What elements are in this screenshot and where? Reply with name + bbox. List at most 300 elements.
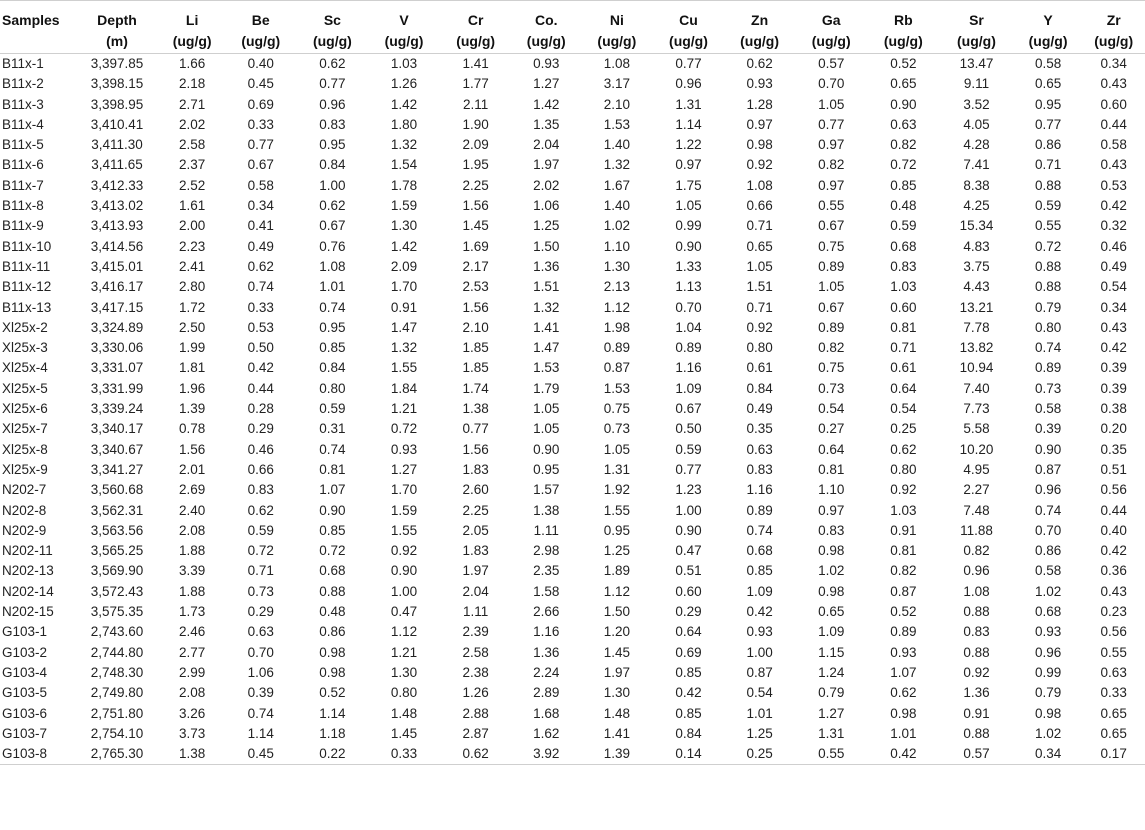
value-cell: 0.63 <box>247 624 274 640</box>
column-unit: (ug/g) <box>811 33 851 49</box>
value-cell: 1.08 <box>963 583 990 599</box>
value-cell: 1.32 <box>390 340 418 356</box>
value-cell: 1.57 <box>533 482 560 498</box>
value-cell: 1.25 <box>603 543 630 559</box>
value-cell: 1.50 <box>603 604 630 620</box>
value-cell: 0.56 <box>1100 624 1127 640</box>
value-cell: 3.17 <box>603 76 630 92</box>
value-cell: 0.33 <box>247 116 274 132</box>
value-cell: 0.72 <box>247 543 274 559</box>
value-cell: 3,414.56 <box>90 238 144 254</box>
column-header <box>795 1 868 54</box>
value-cell: 2.02 <box>179 116 206 132</box>
table-row <box>0 338 1145 358</box>
value-cell: 0.57 <box>818 56 845 71</box>
sample-cell: G103-2 <box>2 644 48 660</box>
table-row <box>0 663 1145 683</box>
table-row <box>0 419 1145 439</box>
value-cell: 0.80 <box>319 380 346 396</box>
sample-cell: N202-7 <box>2 482 47 498</box>
value-cell: 0.74 <box>247 705 274 721</box>
value-cell: 1.01 <box>746 705 773 721</box>
value-cell: 1.25 <box>746 725 773 741</box>
value-cell: 0.97 <box>818 137 845 153</box>
value-cell: 0.55 <box>1100 644 1127 660</box>
table-row <box>0 54 1145 75</box>
value-cell: 0.74 <box>319 299 346 315</box>
value-cell: 0.81 <box>319 461 346 477</box>
value-cell: 1.33 <box>675 258 702 274</box>
value-cell: 1.27 <box>533 76 560 92</box>
value-cell: 3,398.95 <box>90 96 144 112</box>
value-cell: 0.50 <box>675 421 702 437</box>
value-cell: 0.75 <box>818 360 845 376</box>
value-cell: 0.73 <box>247 583 274 599</box>
column-header <box>868 1 940 54</box>
value-cell: 0.97 <box>818 502 845 518</box>
value-cell: 2.46 <box>179 624 206 640</box>
value-cell: 0.67 <box>319 218 346 234</box>
value-cell: 3,411.65 <box>91 157 143 173</box>
value-cell: 3,340.17 <box>90 421 144 437</box>
value-cell: 2.05 <box>462 522 489 538</box>
value-cell: 13.21 <box>959 299 994 315</box>
value-cell: 0.82 <box>963 543 990 559</box>
table-row <box>0 602 1145 622</box>
value-cell: 1.78 <box>390 177 418 193</box>
value-cell: 4.83 <box>963 238 990 254</box>
value-cell: 1.08 <box>746 177 773 193</box>
value-cell: 0.83 <box>319 116 346 132</box>
value-cell: 2.60 <box>462 482 489 498</box>
value-cell: 0.88 <box>963 604 990 620</box>
value-cell: 0.87 <box>890 583 917 599</box>
value-cell: 1.38 <box>462 401 489 417</box>
value-cell: 0.93 <box>746 76 773 92</box>
value-cell: 0.59 <box>319 401 346 417</box>
value-cell: 0.71 <box>746 299 773 315</box>
column-header <box>159 1 225 54</box>
value-cell: 0.81 <box>890 543 917 559</box>
table-row <box>0 379 1145 399</box>
value-cell: 1.51 <box>746 279 773 295</box>
value-cell: 0.80 <box>1034 319 1062 335</box>
value-cell: 1.41 <box>533 319 560 335</box>
value-cell: 1.21 <box>390 401 418 417</box>
table-row <box>0 216 1145 236</box>
value-cell: 1.10 <box>818 482 845 498</box>
value-cell: 1.25 <box>533 218 560 234</box>
value-cell: 1.88 <box>179 543 206 559</box>
value-cell: 0.85 <box>746 563 773 579</box>
value-cell: 0.69 <box>247 96 274 112</box>
value-cell: 0.58 <box>247 177 274 193</box>
column-name: Zr <box>1106 12 1121 28</box>
value-cell: 1.02 <box>818 563 845 579</box>
value-cell: 0.85 <box>319 522 346 538</box>
value-cell: 0.66 <box>746 198 773 214</box>
value-cell: 0.61 <box>746 360 773 376</box>
value-cell: 1.70 <box>390 482 418 498</box>
value-cell: 9.11 <box>963 76 990 92</box>
value-cell: 3.52 <box>963 96 990 112</box>
value-cell: 1.51 <box>533 279 560 295</box>
value-cell: 0.47 <box>675 543 702 559</box>
value-cell: 1.72 <box>179 299 206 315</box>
value-cell: 0.98 <box>818 583 845 599</box>
value-cell: 1.35 <box>533 116 560 132</box>
sample-cell: N202-13 <box>2 563 54 579</box>
value-cell: 1.96 <box>179 380 206 396</box>
value-cell: 1.83 <box>462 461 489 477</box>
value-cell: 2,751.80 <box>90 705 144 721</box>
value-cell: 0.85 <box>890 177 917 193</box>
value-cell: 2.53 <box>462 279 489 295</box>
value-cell: 0.82 <box>890 563 917 579</box>
value-cell: 1.50 <box>533 238 560 254</box>
value-cell: 1.21 <box>390 644 418 660</box>
value-cell: 1.01 <box>890 725 917 741</box>
value-cell: 0.58 <box>1034 56 1062 71</box>
value-cell: 1.97 <box>462 563 489 579</box>
value-cell: 1.05 <box>746 258 773 274</box>
column-name: Zn <box>751 12 769 28</box>
value-cell: 1.20 <box>603 624 630 640</box>
value-cell: 1.06 <box>247 664 274 680</box>
value-cell: 0.95 <box>1034 96 1062 112</box>
value-cell: 0.31 <box>319 421 346 437</box>
value-cell: 0.43 <box>1100 76 1127 92</box>
value-cell: 0.70 <box>675 299 702 315</box>
value-cell: 1.45 <box>390 725 418 741</box>
value-cell: 1.00 <box>675 502 702 518</box>
value-cell: 0.90 <box>533 441 560 457</box>
value-cell: 0.74 <box>247 279 274 295</box>
value-cell: 0.75 <box>603 401 630 417</box>
value-cell: 0.71 <box>247 563 274 579</box>
value-cell: 1.16 <box>746 482 773 498</box>
value-cell: 1.09 <box>675 380 702 396</box>
value-cell: 5.58 <box>963 421 990 437</box>
value-cell: 3,560.68 <box>90 482 144 498</box>
value-cell: 1.12 <box>603 299 630 315</box>
sample-cell: B11x-9 <box>2 218 44 234</box>
value-cell: 0.67 <box>818 299 845 315</box>
value-cell: 0.41 <box>247 218 274 234</box>
value-cell: 1.28 <box>746 96 773 112</box>
value-cell: 0.49 <box>247 238 274 254</box>
table-row <box>0 643 1145 663</box>
value-cell: 15.34 <box>959 218 994 234</box>
value-cell: 1.22 <box>675 137 702 153</box>
value-cell: 0.96 <box>1034 482 1062 498</box>
value-cell: 3,331.07 <box>90 360 144 376</box>
value-cell: 1.26 <box>462 685 489 701</box>
value-cell: 2.25 <box>462 502 489 518</box>
value-cell: 1.79 <box>533 380 560 396</box>
value-cell: 2,749.80 <box>90 685 144 701</box>
value-cell: 3,565.25 <box>90 543 144 559</box>
value-cell: 1.16 <box>533 624 560 640</box>
value-cell: 2.08 <box>179 685 206 701</box>
value-cell: 7.40 <box>963 380 990 396</box>
value-cell: 0.79 <box>818 685 845 701</box>
value-cell: 0.55 <box>1034 218 1062 234</box>
value-cell: 0.65 <box>818 604 845 620</box>
column-name: Samples <box>2 12 60 28</box>
value-cell: 2.23 <box>179 238 206 254</box>
value-cell: 1.31 <box>818 725 845 741</box>
value-cell: 1.38 <box>179 746 206 762</box>
column-header <box>75 1 160 54</box>
value-cell: 1.61 <box>179 198 206 214</box>
column-unit: (ug/g) <box>456 33 496 49</box>
value-cell: 2.98 <box>533 543 560 559</box>
value-cell: 0.83 <box>746 461 773 477</box>
value-cell: 2.50 <box>179 319 206 335</box>
value-cell: 0.39 <box>1034 421 1062 437</box>
value-cell: 2.04 <box>462 583 489 599</box>
value-cell: 1.90 <box>462 116 489 132</box>
value-cell: 0.71 <box>890 340 917 356</box>
value-cell: 0.56 <box>1100 482 1127 498</box>
sample-cell: B11x-3 <box>2 96 44 112</box>
value-cell: 3,563.56 <box>90 522 144 538</box>
value-cell: 2.00 <box>179 218 206 234</box>
value-cell: 0.54 <box>1100 279 1127 295</box>
value-cell: 2.10 <box>603 96 630 112</box>
value-cell: 0.95 <box>533 461 560 477</box>
value-cell: 0.73 <box>603 421 630 437</box>
value-cell: 10.20 <box>959 441 994 457</box>
value-cell: 0.71 <box>746 218 773 234</box>
column-unit: (ug/g) <box>597 33 637 49</box>
sample-cell: G103-8 <box>2 746 48 762</box>
table-row <box>0 155 1145 175</box>
column-header <box>1014 1 1083 54</box>
value-cell: 0.51 <box>675 563 702 579</box>
value-cell: 0.46 <box>1100 238 1127 254</box>
sample-cell: Xl25x-8 <box>2 441 48 457</box>
value-cell: 0.82 <box>818 340 845 356</box>
value-cell: 0.89 <box>746 502 773 518</box>
value-cell: 1.98 <box>603 319 630 335</box>
value-cell: 0.58 <box>1034 401 1062 417</box>
sample-cell: Xl25x-6 <box>2 401 48 417</box>
value-cell: 1.40 <box>603 137 630 153</box>
value-cell: 1.58 <box>533 583 560 599</box>
sample-cell: Xl25x-3 <box>2 340 48 356</box>
value-cell: 3,415.01 <box>90 258 144 274</box>
value-cell: 0.60 <box>675 583 702 599</box>
value-cell: 1.92 <box>603 482 630 498</box>
value-cell: 0.99 <box>1034 664 1062 680</box>
value-cell: 1.30 <box>390 218 418 234</box>
value-cell: 10.94 <box>959 360 994 376</box>
sample-cell: B11x-12 <box>2 279 52 295</box>
value-cell: 0.98 <box>1034 705 1062 721</box>
value-cell: 0.82 <box>818 157 845 173</box>
value-cell: 3,339.24 <box>90 401 144 417</box>
sample-cell: G103-6 <box>2 705 48 721</box>
value-cell: 1.95 <box>462 157 489 173</box>
value-cell: 1.74 <box>462 380 489 396</box>
value-cell: 0.87 <box>603 360 630 376</box>
column-header <box>653 1 725 54</box>
table-row <box>0 298 1145 318</box>
column-header <box>0 1 75 54</box>
value-cell: 0.34 <box>247 198 274 214</box>
value-cell: 0.86 <box>319 624 346 640</box>
column-unit: (ug/g) <box>384 33 424 49</box>
table-row <box>0 541 1145 561</box>
value-cell: 1.09 <box>818 624 845 640</box>
value-cell: 1.66 <box>179 56 206 71</box>
value-cell: 1.56 <box>462 198 489 214</box>
value-cell: 0.96 <box>675 76 702 92</box>
value-cell: 0.35 <box>1100 441 1127 457</box>
value-cell: 0.62 <box>247 258 274 274</box>
value-cell: 1.56 <box>462 299 489 315</box>
value-cell: 0.88 <box>1034 177 1062 193</box>
column-name: Ga <box>821 12 841 28</box>
value-cell: 0.60 <box>1100 96 1127 112</box>
value-cell: 3,410.41 <box>90 116 144 132</box>
value-cell: 0.42 <box>1100 543 1127 559</box>
sample-cell: Xl25x-7 <box>2 421 48 437</box>
value-cell: 0.53 <box>247 319 274 335</box>
value-cell: 0.89 <box>818 319 845 335</box>
value-cell: 0.33 <box>1100 685 1127 701</box>
value-cell: 0.38 <box>1100 401 1127 417</box>
value-cell: 0.70 <box>247 644 274 660</box>
value-cell: 0.90 <box>319 502 346 518</box>
value-cell: 1.40 <box>603 198 630 214</box>
value-cell: 2.11 <box>462 96 489 112</box>
column-name: Sc <box>323 12 341 28</box>
value-cell: 0.77 <box>247 137 274 153</box>
table-row <box>0 115 1145 135</box>
sample-cell: Xl25x-2 <box>2 319 48 335</box>
table-row <box>0 318 1145 338</box>
value-cell: 0.62 <box>746 56 773 71</box>
value-cell: 1.30 <box>390 664 418 680</box>
value-cell: 0.80 <box>746 340 773 356</box>
column-name: Sr <box>969 12 984 28</box>
value-cell: 1.30 <box>603 258 630 274</box>
value-cell: 0.83 <box>247 482 274 498</box>
value-cell: 2.99 <box>179 664 206 680</box>
sample-cell: B11x-1 <box>2 56 44 71</box>
value-cell: 1.05 <box>533 421 560 437</box>
value-cell: 1.31 <box>675 96 702 112</box>
value-cell: 0.82 <box>890 137 917 153</box>
value-cell: 7.73 <box>963 401 990 417</box>
value-cell: 2.87 <box>462 725 489 741</box>
value-cell: 13.82 <box>959 340 994 356</box>
value-cell: 0.44 <box>247 380 274 396</box>
value-cell: 1.12 <box>390 624 418 640</box>
sample-cell: B11x-6 <box>2 157 44 173</box>
column-unit: (ug/g) <box>1094 33 1134 49</box>
value-cell: 0.90 <box>890 96 917 112</box>
value-cell: 0.72 <box>890 157 917 173</box>
table-row <box>0 399 1145 419</box>
value-cell: 1.47 <box>533 340 560 356</box>
value-cell: 1.59 <box>390 502 418 518</box>
value-cell: 0.39 <box>1100 360 1127 376</box>
value-cell: 3,398.15 <box>90 76 144 92</box>
table-body <box>0 54 1145 765</box>
value-cell: 0.49 <box>1100 258 1127 274</box>
value-cell: 0.59 <box>675 441 702 457</box>
value-cell: 1.04 <box>675 319 702 335</box>
value-cell: 0.57 <box>963 746 990 762</box>
value-cell: 2.37 <box>179 157 206 173</box>
value-cell: 0.62 <box>319 198 346 214</box>
value-cell: 2.17 <box>462 258 489 274</box>
value-cell: 1.12 <box>603 583 630 599</box>
value-cell: 1.36 <box>533 258 560 274</box>
value-cell: 0.88 <box>963 644 990 660</box>
value-cell: 0.88 <box>319 583 346 599</box>
value-cell: 0.44 <box>1100 116 1127 132</box>
value-cell: 0.77 <box>319 76 346 92</box>
table-row <box>0 196 1145 216</box>
value-cell: 0.43 <box>1100 583 1127 599</box>
sample-cell: B11x-13 <box>2 299 52 315</box>
value-cell: 0.39 <box>247 685 274 701</box>
value-cell: 0.69 <box>675 644 702 660</box>
value-cell: 1.00 <box>390 583 418 599</box>
value-cell: 1.16 <box>675 360 702 376</box>
value-cell: 1.47 <box>390 319 418 335</box>
value-cell: 2.80 <box>179 279 206 295</box>
value-cell: 2.04 <box>533 137 560 153</box>
value-cell: 1.03 <box>890 279 917 295</box>
value-cell: 0.81 <box>890 319 917 335</box>
value-cell: 0.92 <box>963 664 990 680</box>
value-cell: 1.69 <box>462 238 489 254</box>
value-cell: 1.08 <box>603 56 630 71</box>
value-cell: 1.02 <box>603 218 630 234</box>
value-cell: 1.88 <box>179 583 206 599</box>
value-cell: 0.55 <box>818 198 845 214</box>
value-cell: 1.10 <box>603 238 630 254</box>
value-cell: 2.01 <box>179 461 206 477</box>
value-cell: 2.58 <box>179 137 206 153</box>
value-cell: 0.68 <box>319 563 346 579</box>
value-cell: 0.35 <box>746 421 773 437</box>
value-cell: 0.75 <box>818 238 845 254</box>
value-cell: 0.80 <box>390 685 418 701</box>
value-cell: 1.27 <box>390 461 418 477</box>
value-cell: 0.29 <box>247 421 274 437</box>
value-cell: 0.70 <box>818 76 845 92</box>
value-cell: 0.25 <box>746 746 773 762</box>
value-cell: 0.70 <box>1034 522 1062 538</box>
value-cell: 0.77 <box>675 461 702 477</box>
table-row <box>0 582 1145 602</box>
sample-cell: B11x-4 <box>2 116 44 132</box>
value-cell: 1.00 <box>746 644 773 660</box>
table-row <box>0 257 1145 277</box>
value-cell: 4.43 <box>963 279 990 295</box>
sample-cell: N202-14 <box>2 583 54 599</box>
value-cell: 0.59 <box>890 218 917 234</box>
value-cell: 0.62 <box>247 502 274 518</box>
value-cell: 0.80 <box>890 461 917 477</box>
